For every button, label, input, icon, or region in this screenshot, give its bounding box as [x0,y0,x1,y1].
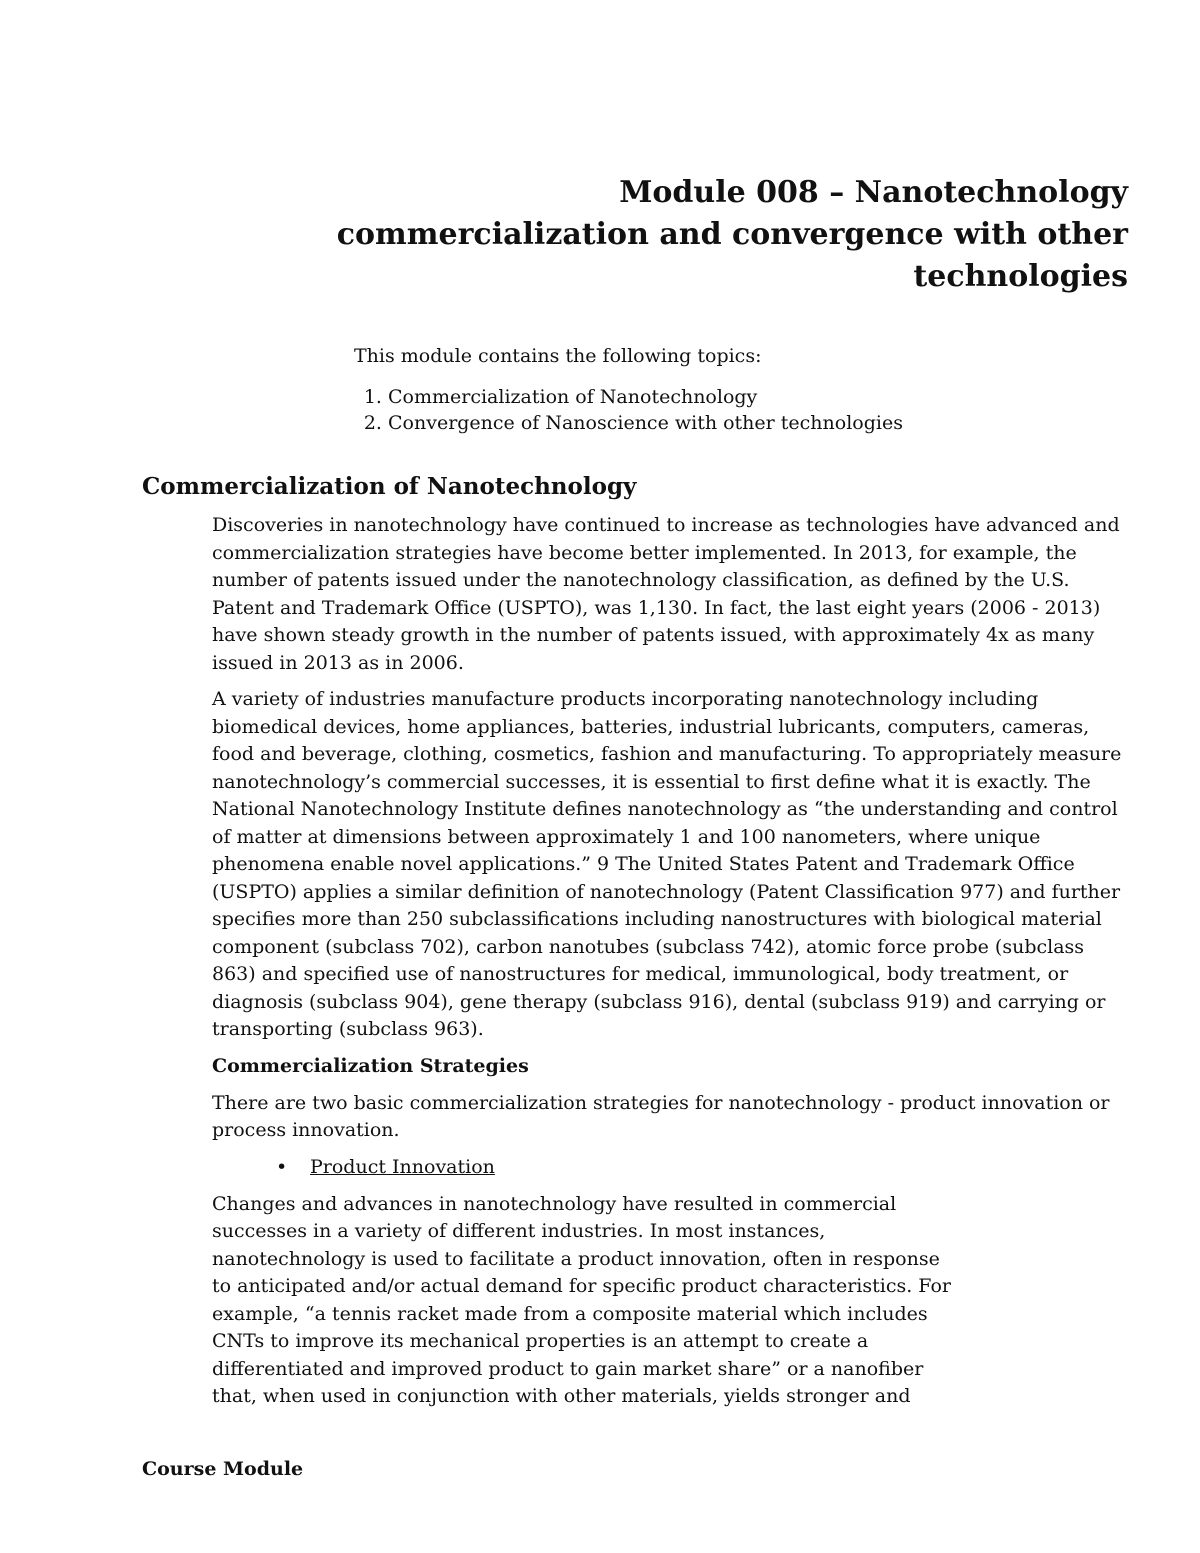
module-title-line-1: Module 008 – Nanotechnology [619,175,1128,210]
topic-item-1: 1. Commercialization of Nanotechnology [388,384,1134,410]
bullet-title: Product Innovation [310,1155,495,1178]
section-body [212,512,1132,1420]
page-footer: Course Module [142,1458,304,1480]
paragraph-industries: A variety of industries manufacture products incorporating nanotechnology including biomedical devices, home appliances, batteries, industrial lubricants, computers, cameras, food and beverage, clothing, cosmetics, fashion and manufacturing. To appropriately measure nanotechnology’s commercial successes, it is essential to first define what it is exactly. The National Nanotechnology Institute defines nanotechnology as “the understanding and control of matter at dimensions between approximately 1 and 100 nanometers, where unique phenomena enable novel applications.” 9 The United States Patent and Trademark Office (USPTO) applies a similar definition of nanotechnology (Patent Classification 977) and further specifies more than 250 subclassifications including nanostructures with biological material component (subclass 702), carbon nanotubes (subclass 742), atomic force probe (subclass 863) and specified use of nanostructures for medical, immunological, body treatment, or diagnosis (subclass 904), gene therapy (subclass 916), dental (subclass 919) and carrying or transporting (subclass 963). [212,688,1122,1040]
section-heading: Commercialization of Nanotechnology [142,473,637,500]
bullet-text: Changes and advances in nanotechnology have resulted in commercial successes in a variety of different industries. In most instances, nanotechnology is used to facilitate a product innovation, often in response to anticipated and/or actual demand for specific product characteristics. For example, “a tennis racket made from a composite material which includes CNTs to improve its mechanical properties is an attempt to create a differentiated and improved product to gain market share” or a nanofiber that, when used in conjunction with other materials, yields stronger and [212,1192,951,1407]
bullet-dot-icon: • [276,1155,288,1178]
paragraph-patents: Discoveries in nanotechnology have continued to increase as technologies have advanced and commercialization strategies have become better implemented. In 2013, for example, the number of patents issued under the nanotechnology classification, as defined by the U.S. Patent and Trademark Office (USPTO), was 1,130. In fact, the last eight years (2006 - 2013) have shown steady growth in the number of patents issued, with approximately 4x as many issued in 2013 as in 2006. [212,514,1120,674]
topics-list [354,384,1134,436]
module-title-line-2: commercialization and convergence with other [336,217,1128,252]
topics-intro [354,343,1134,436]
subsection-heading: Commercialization Strategies [212,1054,529,1077]
module-title-line-3: technologies [913,259,1128,294]
topic-item-2: 2. Convergence of Nanoscience with other technologies [388,410,1134,436]
topics-lead: This module contains the following topics: [354,345,762,367]
subsection-text: There are two basic commercialization strategies for nanotechnology - product innovation or process innovation. [212,1091,1110,1141]
module-title [228,172,1128,298]
bullet-item-product-innovation [276,1154,1132,1181]
